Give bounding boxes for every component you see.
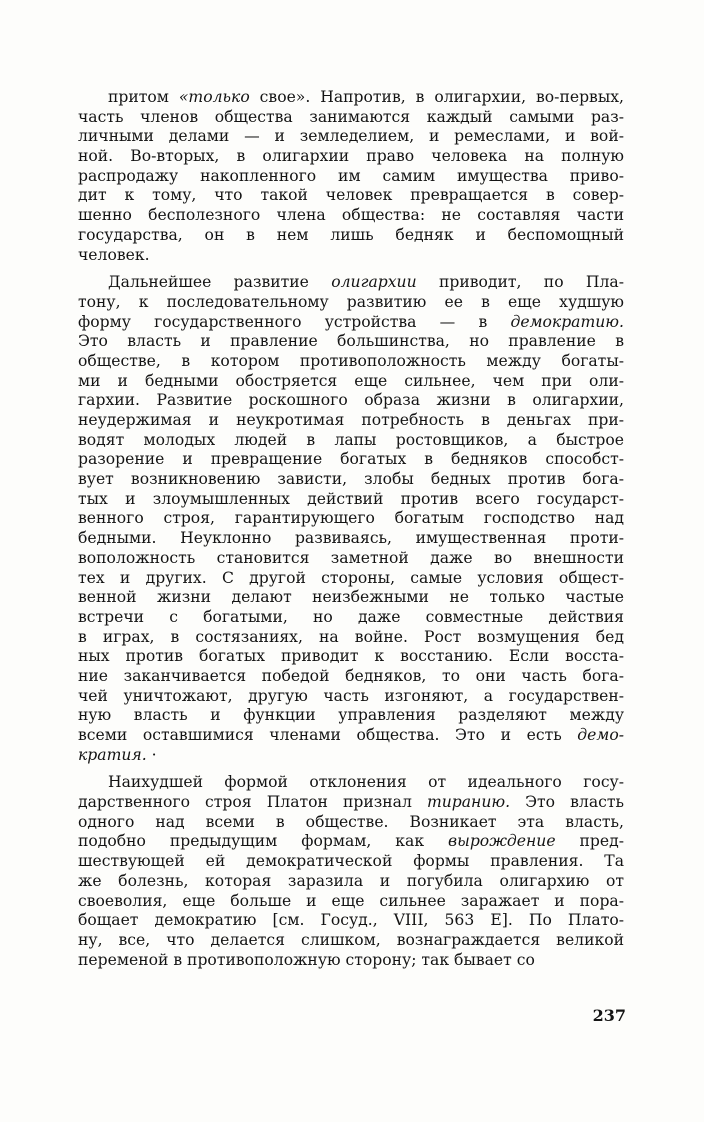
text-segment: приводит, по Пла- xyxy=(416,273,624,292)
italic-segment: кратия. xyxy=(78,745,147,764)
text-line xyxy=(78,706,624,726)
text-segment: ных против богатых приводит к восстанию. Если восста- xyxy=(78,647,624,666)
text-line xyxy=(78,569,624,589)
text-segment: форму государственного устройства — в xyxy=(78,312,511,331)
text-segment: свое». Напротив, в олигархии, во-первых, xyxy=(249,88,624,106)
text-line xyxy=(78,127,624,147)
text-segment: тых и злоумышленных действий против всего государст- xyxy=(78,489,624,508)
text-segment: всеми оставшимися членами общества. Это и есть xyxy=(78,726,578,744)
text-line xyxy=(78,892,624,912)
text-segment: Это власть и правление большинства, но правление в xyxy=(78,332,624,351)
text-segment: бедными. Неуклонно развиваясь, имущественная проти- xyxy=(78,529,624,548)
text-line xyxy=(78,608,624,628)
text-line xyxy=(78,549,624,569)
text-segment: ну, все, что делается слишком, вознаграждается великой xyxy=(78,930,624,949)
text-segment: часть членов общества занимаются каждый самыми раз- xyxy=(78,107,624,126)
text-line xyxy=(78,411,624,431)
text-segment: человек. xyxy=(78,245,150,264)
text-segment: же болезнь, которая заразила и погубила олигархию от xyxy=(78,871,624,890)
text-segment: Наихудшей формой отклонения от идеального госу- xyxy=(108,773,624,792)
text-segment: государства, он в нем лишь бедняк и беспомощный xyxy=(78,225,624,244)
text-segment: водят молодых людей в лапы ростовщиков, а быстрое xyxy=(78,430,624,449)
text-line xyxy=(78,529,624,549)
text-segment: подобно предыдущим формам, как xyxy=(78,832,449,851)
text-line xyxy=(78,167,624,187)
italic-segment: тиранию. xyxy=(426,793,511,812)
italic-segment: «только xyxy=(178,88,250,106)
text-line xyxy=(78,293,624,313)
text-segment: вует возникновению зависти, злобы бедных против бога- xyxy=(78,470,624,489)
text-line xyxy=(78,186,624,206)
text-segment: неудержимая и неукротимая потребность в деньгах при- xyxy=(78,411,624,429)
text-segment: бощает демократию [см. Госуд., VIII, 563 E]. По Плато- xyxy=(78,911,624,930)
body-text xyxy=(78,88,624,970)
text-line xyxy=(78,911,624,931)
text-line xyxy=(78,450,624,470)
text-segment: разорение и превращение богатых в бедняков способст- xyxy=(78,450,624,469)
italic-segment: демократию. xyxy=(510,312,624,331)
text-segment: тону, к последовательному развитию ее в еще худшую xyxy=(78,292,624,311)
text-line xyxy=(78,793,624,813)
italic-segment: олигархии xyxy=(331,273,417,292)
text-line xyxy=(78,490,624,510)
text-line xyxy=(78,687,624,707)
text-segment: · xyxy=(146,745,157,764)
text-line xyxy=(78,147,624,167)
text-line xyxy=(78,951,624,971)
text-segment: венной жизни делают неизбежными не только частые xyxy=(78,588,624,607)
text-segment: шенно бесполезного члена общества: не составляя части xyxy=(78,206,624,225)
text-line xyxy=(78,372,624,392)
italic-segment: демо- xyxy=(577,726,624,744)
text-segment: воположность становится заметной даже во внешности xyxy=(78,548,624,567)
text-segment: ми и бедными обостряется еще сильнее, чем при оли- xyxy=(78,371,624,390)
text-line xyxy=(78,273,624,293)
page-number: 237 xyxy=(592,1006,626,1025)
text-line xyxy=(78,470,624,490)
text-line xyxy=(78,88,624,108)
text-line xyxy=(78,246,624,266)
text-line xyxy=(78,647,624,667)
text-segment: притом xyxy=(108,88,179,106)
text-segment: переменой в противоположную сторону; так бывает со xyxy=(78,950,535,969)
text-line xyxy=(78,588,624,608)
paragraph xyxy=(78,773,624,970)
text-line xyxy=(78,206,624,226)
paragraph xyxy=(78,273,624,765)
text-line xyxy=(78,352,624,372)
text-line xyxy=(78,431,624,451)
text-segment: Дальнейшее развитие xyxy=(108,273,332,292)
text-line xyxy=(78,726,624,746)
text-segment: одного над всеми в обществе. Возникает эта власть, xyxy=(78,812,624,831)
text-line xyxy=(78,509,624,529)
paragraph xyxy=(78,88,624,265)
text-line xyxy=(78,832,624,852)
text-segment: ной. Во-вторых, в олигархии право человека на полную xyxy=(78,147,624,166)
text-segment: ную власть и функции управления разделяют между xyxy=(78,706,624,725)
text-segment: дит к тому, что такой человек превращается в совер- xyxy=(78,186,624,205)
text-segment: Это власть xyxy=(510,793,624,812)
text-segment: встречи с богатыми, но даже совместные действия xyxy=(78,607,624,626)
text-segment: личными делами — и земледелием, и ремеслами, и вой- xyxy=(78,127,624,146)
text-segment: распродажу накопленного им самим имущества приво- xyxy=(78,166,624,185)
text-segment: дарственного строя Платон признал xyxy=(78,793,427,812)
text-segment: гархии. Развитие роскошного образа жизни в олигархии, xyxy=(78,391,624,410)
text-line xyxy=(78,667,624,687)
text-segment: венного строя, гарантирующего богатым господство над xyxy=(78,509,624,528)
text-segment: пред- xyxy=(555,832,625,851)
text-line xyxy=(78,746,624,766)
text-segment: чей уничтожают, другую часть изгоняют, а государствен- xyxy=(78,686,624,705)
text-line xyxy=(78,391,624,411)
text-line xyxy=(78,332,624,352)
italic-segment: вырождение xyxy=(448,832,556,851)
text-line xyxy=(78,628,624,648)
text-line xyxy=(78,313,624,333)
text-segment: своеволия, еще больше и еще сильнее заражает и пора- xyxy=(78,891,624,910)
text-segment: в играх, в состязаниях, на войне. Рост возмущения бед xyxy=(78,627,624,646)
text-segment: ние заканчивается победой бедняков, то они часть бога- xyxy=(78,666,624,685)
text-segment: тех и других. С другой стороны, самые условия общест- xyxy=(78,568,624,587)
text-line xyxy=(78,226,624,246)
text-line xyxy=(78,852,624,872)
text-segment: шествующей ей демократической формы правления. Та xyxy=(78,852,624,871)
text-line xyxy=(78,108,624,128)
text-line xyxy=(78,773,624,793)
text-line xyxy=(78,872,624,892)
text-line xyxy=(78,931,624,951)
text-line xyxy=(78,813,624,833)
text-segment: обществе, в котором противоположность между богаты- xyxy=(78,351,624,370)
